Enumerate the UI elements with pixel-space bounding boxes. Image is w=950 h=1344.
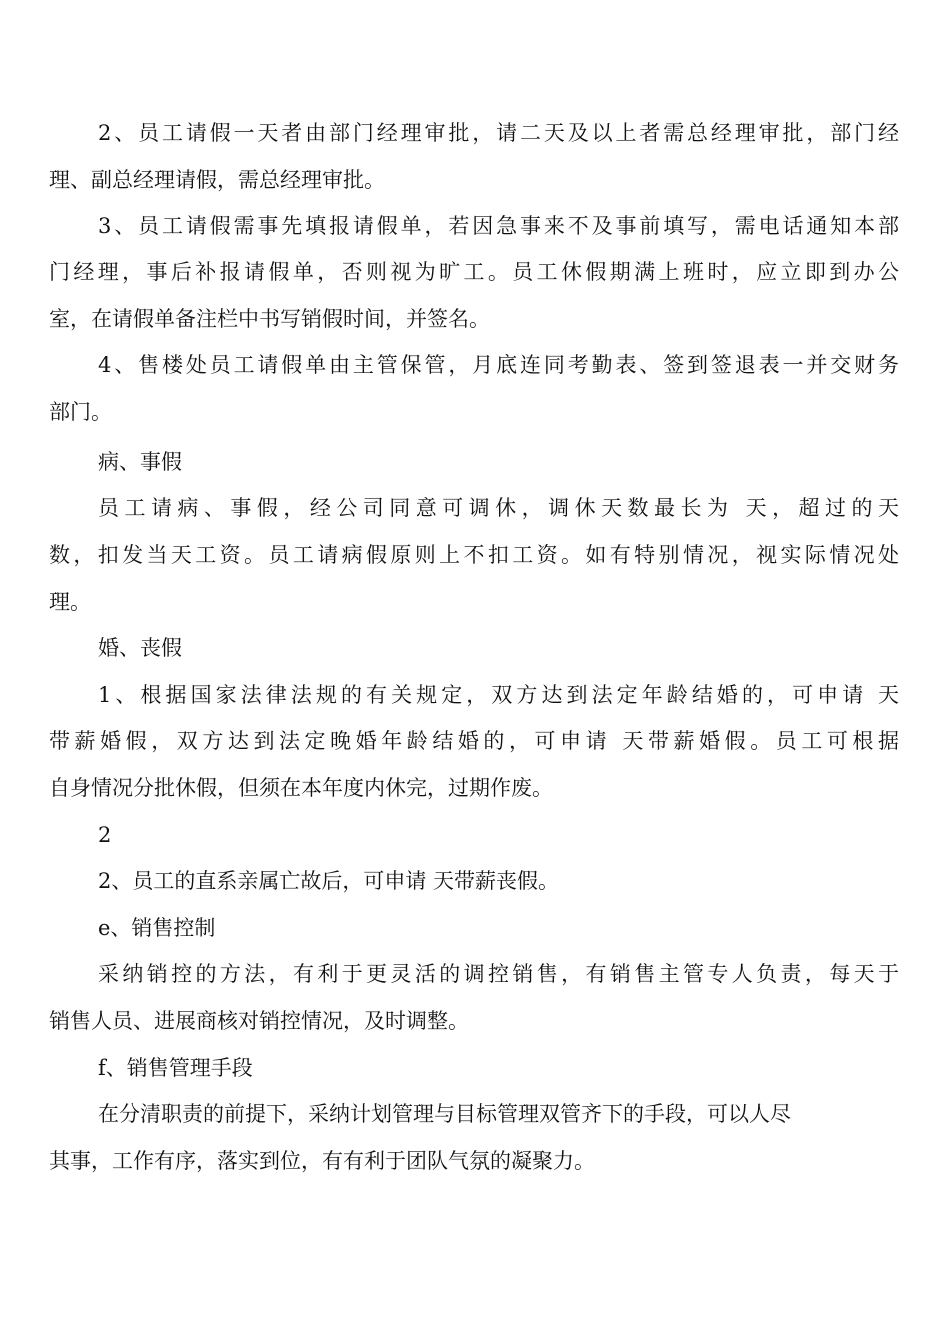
heading-sales-management: f、销售管理手段 — [98, 1056, 253, 1080]
paragraph-sick-line-3: 理。 — [49, 590, 91, 614]
paragraph-sick-line-1: 员工请病、事假，经公司同意可调休，调休天数最长为 天，超过的天 — [98, 496, 899, 520]
paragraph-sales-management-line-2: 其事，工作有序，落实到位，有有利于团队气氛的凝聚力。 — [49, 1149, 595, 1173]
paragraph-sick-line-2: 数，扣发当天工资。员工请病假原则上不扣工资。如有特别情况，视实际情况处 — [49, 543, 899, 567]
heading-marriage-leave: 婚、丧假 — [98, 636, 182, 660]
paragraph-marriage-line-3: 自身情况分批休假，但须在本年度内休完，过期作废。 — [49, 776, 553, 800]
heading-sick-leave: 病、事假 — [98, 450, 182, 474]
paragraph-2-line-2: 理、副总经理请假，需总经理审批。 — [49, 168, 385, 192]
paragraph-marriage-line-2: 带薪婚假，双方达到法定晚婚年龄结婚的，可申请 天带薪婚假。员工可根据 — [49, 729, 899, 753]
paragraph-sales-control-line-1: 采纳销控的方法，有利于更灵活的调控销售，有销售主管专人负责，每天于 — [98, 962, 899, 986]
paragraph-2-line-1: 2、员工请假一天者由部门经理审批，请二天及以上者需总经理审批，部门经 — [98, 121, 899, 145]
paragraph-marriage-line-1: 1、根据国家法律法规的有关规定，双方达到法定年龄结婚的，可申请 天 — [98, 683, 899, 707]
heading-sales-control: e、销售控制 — [98, 916, 216, 940]
paragraph-sales-control-line-2: 销售人员、进展商核对销控情况，及时调整。 — [49, 1009, 469, 1033]
paragraph-funeral-leave: 2、员工的直系亲属亡故后，可申请 天带薪丧假。 — [98, 869, 560, 893]
paragraph-4-line-2: 部门。 — [49, 400, 112, 424]
page-number: 2 — [98, 823, 112, 847]
paragraph-4-line-1: 4、售楼处员工请假单由主管保管，月底连同考勤表、签到签退表一并交财务 — [98, 353, 899, 377]
paragraph-3-line-2: 门经理，事后补报请假单，否则视为旷工。员工休假期满上班时，应立即到办公 — [49, 260, 899, 284]
paragraph-sales-management-line-1: 在分清职责的前提下，采纳计划管理与目标管理双管齐下的手段，可以人尽 — [98, 1102, 791, 1126]
paragraph-3-line-3: 室，在请假单备注栏中书写销假时间，并签名。 — [49, 307, 490, 331]
paragraph-3-line-1: 3、员工请假需事先填报请假单，若因急事来不及事前填写，需电话通知本部 — [98, 214, 899, 238]
